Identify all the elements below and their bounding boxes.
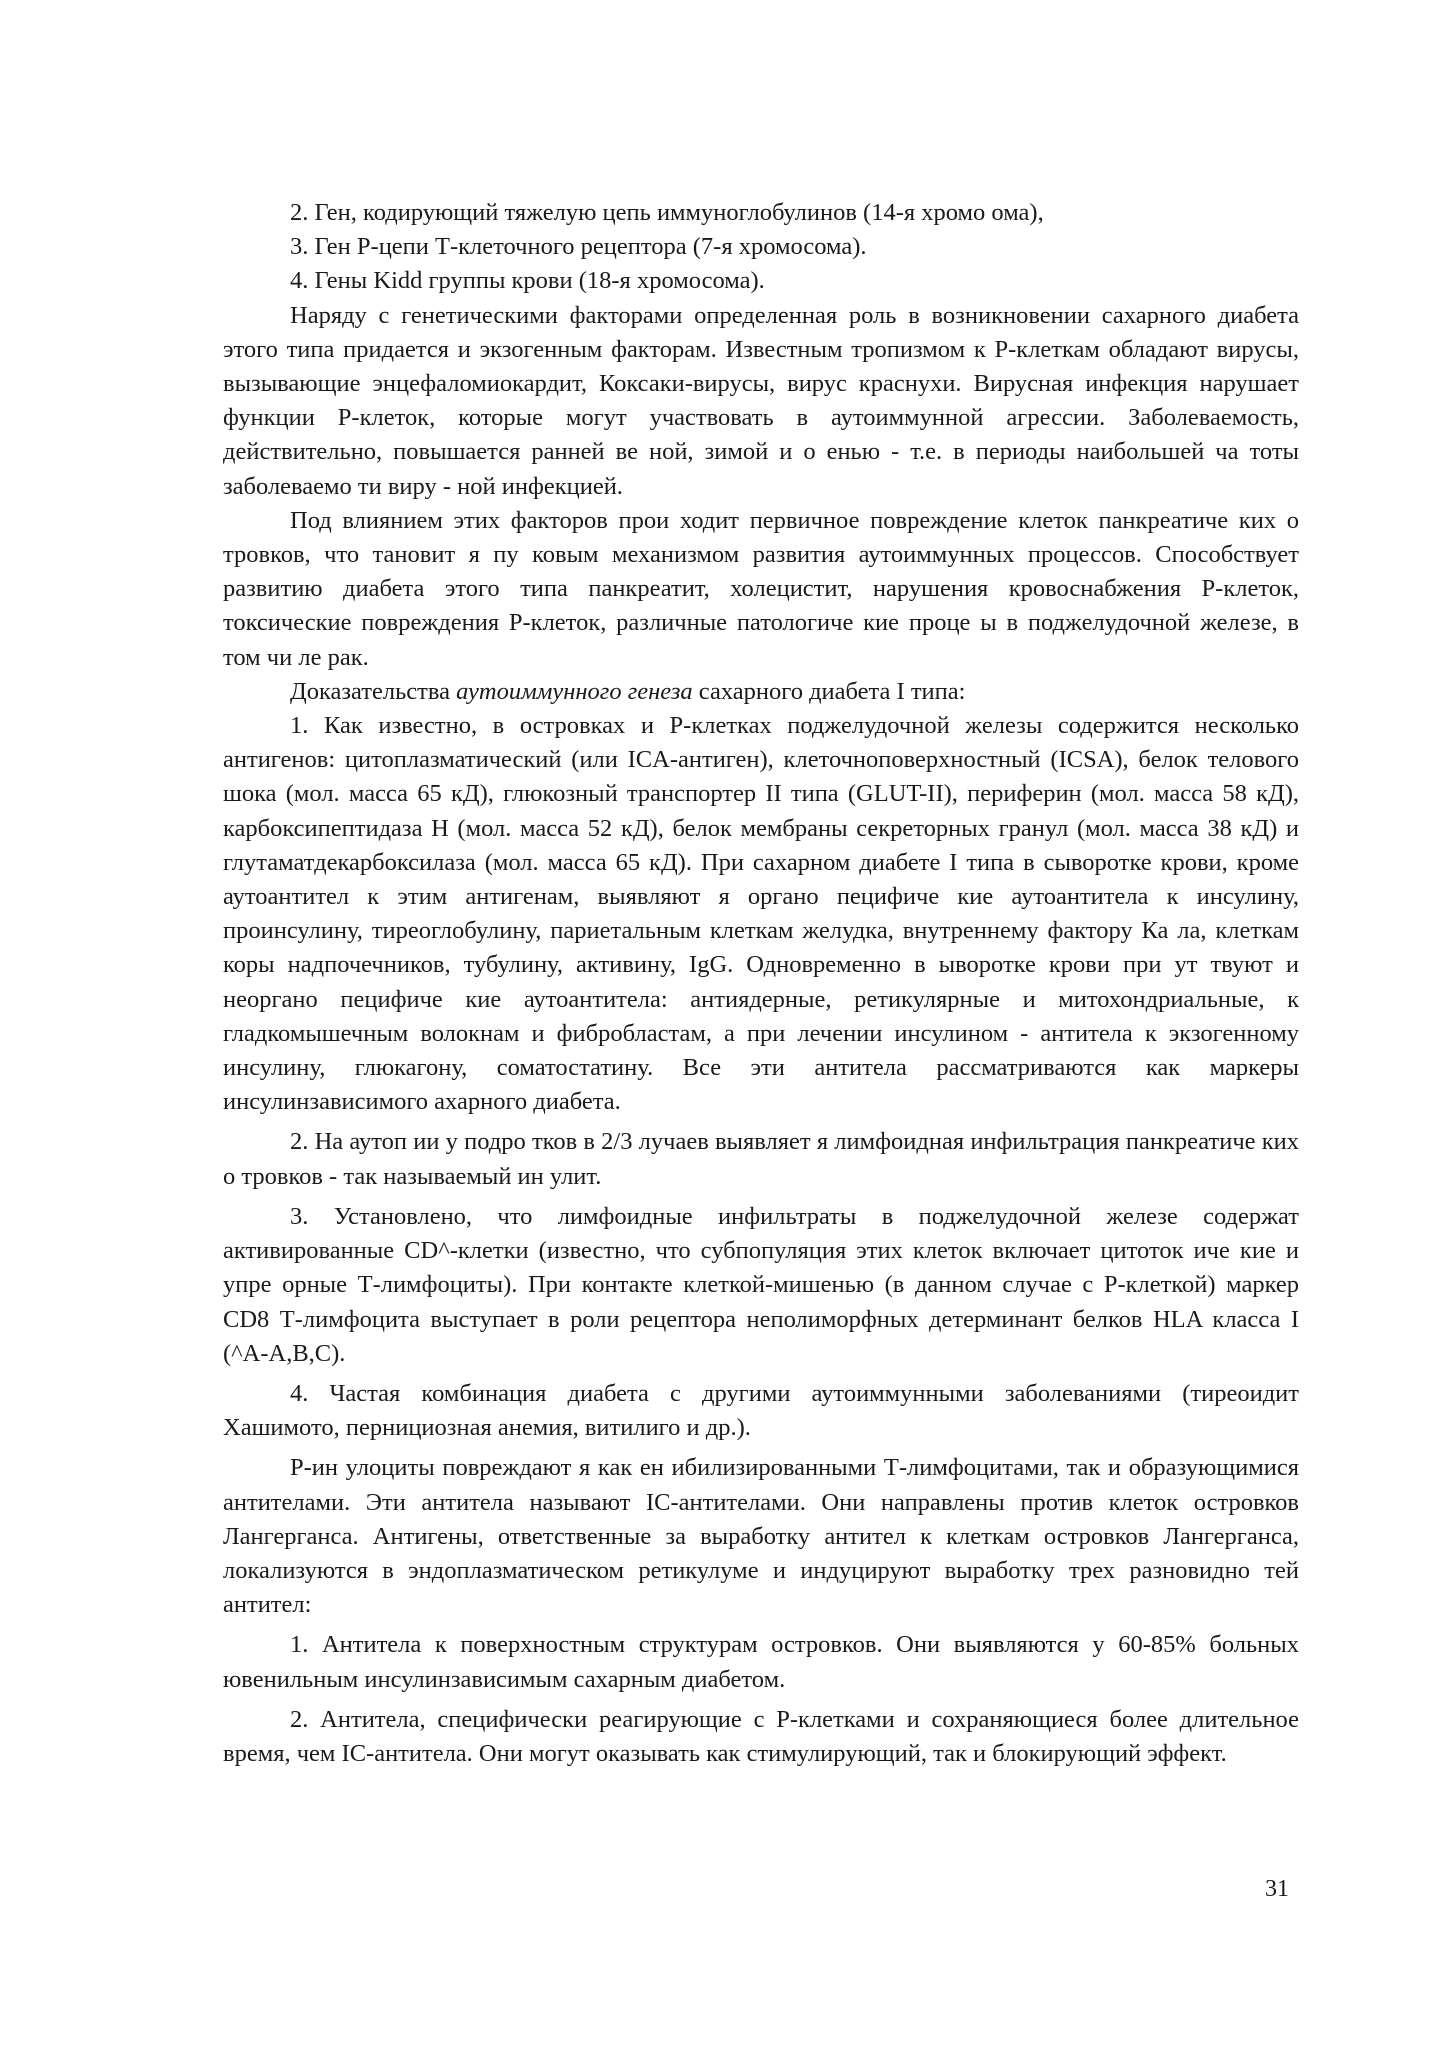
page-number: 31 [1265, 1876, 1289, 1902]
paragraph-evidence-combination: 4. Частая комбинация диабета с другими аутоиммунными заболеваниями (тиреоидит Хашимото, пернициозная анемия, витилиго и др.). [223, 1379, 1299, 1442]
paragraph-evidence-autopsy: 2. На аутоп ии у подро тков в 2/3 лучаев выявляет я лимфоидная инфильтрация панкреатиче ких о тровков - так называемый ин улит. [223, 1128, 1299, 1190]
paragraph-evidence-lymphoid: 3. Установлено, что лимфоидные инфильтраты в поджелудочной железе содержат активированные CD^-клетки (известно, что субпопуляция этих клеток включает цитоток иче кие и упре орные Т-лимфоциты). При контакте клеткой-мишенью (в данном случае с P-клеткой) маркер CD8 Т-лимфоцита выступает в роли рецептора неполиморфных детерминант белков HLA класса I (^A-A,B,C). [223, 1202, 1299, 1367]
paragraph-gene-t-cell-receptor: 3. Ген P-цепи Т-клеточного рецептора (7-я хромосома). [290, 233, 867, 261]
paragraph-evidence-antigens: 1. Как известно, в островках и P-клетках поджелудочной железы содержится несколько антигенов: цитоплазматический (или ICA-антиген), клеточноповерхностный (ICSA), белок телового шока (мол. масса 65 кД), глюкозный транспортер II типа (GLUT-II), периферин (мол. масса 58 кД), карбоксипептидаза Н (мол. масса 52 кД), белок мембраны секреторных гранул (мол. масса 38 кД) и глутаматдекарбоксилаза (мол. масса 65 кД). При сахарном диабете I типа в сыворотке крови, кроме аутоантител к этим антигенам, выявляют я органо пецифиче кие аутоантитела к инсулину, проинсулину, тиреоглобулину, париетальным клеткам желудка, внутреннему фактору Ка ла, клеткам коры надпочечников, тубулину, активину, IgG. Одновременно в ыворотке крови при ут твуют и неоргано пецифиче кие аутоантитела: антиядерные, ретикулярные и митохондриальные, к гладкомышечным волокнам и фибробластам, а при лечении инсулином - антитела к экзогенному инсулину, глюкагону, соматостатину. Все эти антитела рассматриваются как маркеры инсулинзависимого ахарного диабета. [223, 712, 1299, 1116]
paragraph-antibodies-specific: 2. Антитела, специфически реагирующие с P-клетками и сохраняющиеся более длительное время, чем IC-антитела. Они могут оказывать как стимулирующий, так и блокирующий эффект. [223, 1705, 1299, 1767]
heading-text-after: сахарного диабета I типа: [692, 677, 966, 705]
paragraph-antibodies-surface: 1. Антитела к поверхностным структурам островков. Они выявляются у 60-85% больных ювенильным инсулинзависимым сахарным диабетом. [223, 1631, 1299, 1693]
paragraph-insulocytes-damage: P-ин улоциты повреждают я как ен ибилизированными Т-лимфоцитами, так и образующимися антителами. Эти антитела называют IC-антителами. Они направлены против клеток островков Лангерганса. Антигены, ответственные за выработку антител к клеткам островков Лангерганса, локализуются в эндоплазматическом ретикулуме и индуцируют выработку трех разновидно тей антител: [223, 1454, 1299, 1619]
paragraph-autoimmune-evidence-heading [223, 675, 1299, 709]
paragraph-primary-damage: Под влиянием этих факторов прои ходит первичное повреждение клеток панкреатиче ких о тровков, что тановит я пу ковым механизмом развития аутоиммунных процессов. Способствует развитию диабета этого типа панкреатит, холецистит, нарушения кровоснабжения P-клеток, токсические повреждения P-клеток, различные патологиче кие проце ы в поджелудочной железе, в том чи ле рак. [223, 506, 1299, 671]
paragraph-gene-kidd: 4. Гены Kidd группы крови (18-я хромосома). [290, 267, 765, 295]
paragraph-exogenous-factors: Наряду с генетическими факторами определенная роль в возникновении сахарного диабета этого типа придается и экзогенным факторам. Известным тропизмом к P-клеткам обладают вирусы, вызывающие энцефаломиокардит, Коксаки-вирусы, вирус краснухи. Вирусная инфекция нарушает функции P-клеток, которые могут участвовать в аутоиммунной агрессии. Заболеваемость, действительно, повышается ранней ве ной, зимой и о енью - т.е. в периоды наибольшей ча тоты заболеваемо ти виру - ной инфекцией. [223, 301, 1299, 500]
body-text [223, 196, 1299, 1771]
heading-text-before: Доказательства [290, 677, 457, 705]
paragraph-gene-heavy-chain: 2. Ген, кодирующий тяжелую цепь иммуноглобулинов (14-я хромо ома), [290, 199, 1044, 226]
heading-italic-term: аутоиммунного генеза [456, 677, 693, 705]
